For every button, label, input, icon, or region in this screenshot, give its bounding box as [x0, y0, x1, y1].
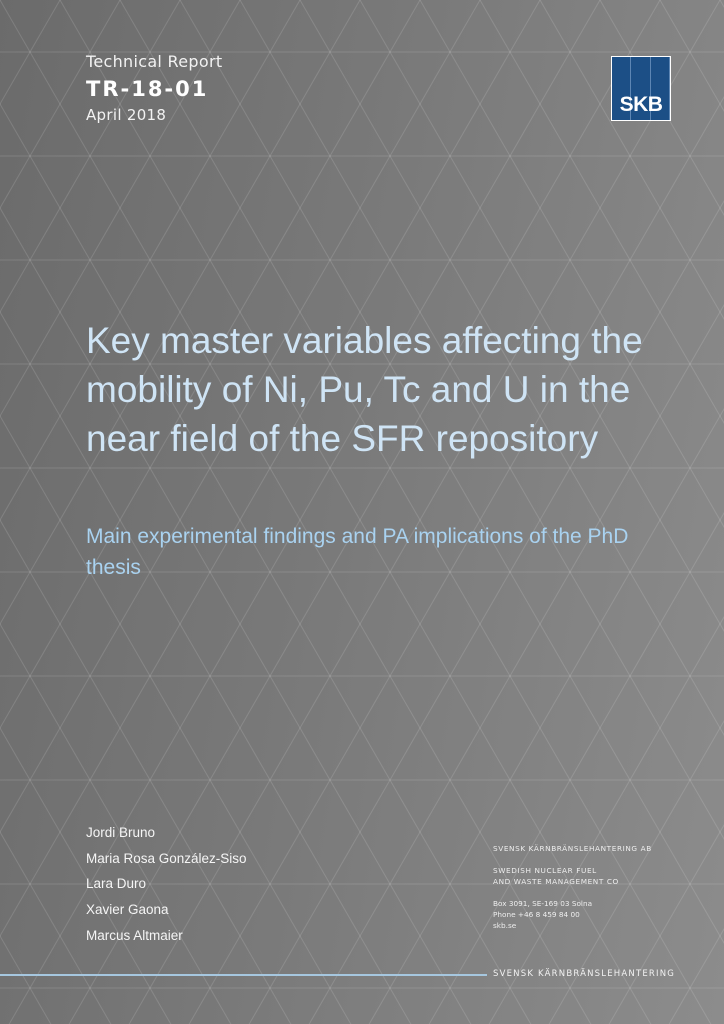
org-name-swedish: SVENSK KÄRNBRÄNSLEHANTERING AB	[493, 844, 652, 853]
report-type: Technical Report	[86, 52, 223, 71]
footer-org-name: SVENSK KÄRNBRÄNSLEHANTERING	[493, 969, 676, 979]
skb-logo	[611, 56, 671, 121]
org-phone: Phone +46 8 459 84 00	[493, 910, 580, 919]
organization-info	[493, 843, 652, 931]
author: Xavier Gaona	[86, 902, 169, 918]
author: Marcus Altmaier	[86, 927, 183, 943]
logo-text: SKB	[619, 93, 663, 116]
org-address: Box 3091, SE-169 03 Solna	[493, 899, 593, 908]
report-number: TR-18-01	[86, 77, 209, 101]
document-title: Key master variables affecting the mobility of Ni, Pu, Tc and U in the near field of the SFR repository	[86, 320, 643, 459]
report-date: April 2018	[86, 106, 167, 124]
author: Maria Rosa González-Siso	[86, 850, 247, 866]
author: Jordi Bruno	[86, 825, 156, 840]
org-website: skb.se	[493, 921, 517, 930]
document-subtitle: Main experimental findings and PA implications of the PhD thesis	[86, 525, 629, 579]
footer-divider	[0, 974, 487, 976]
org-name-english-2: AND WASTE MANAGEMENT CO	[493, 877, 619, 886]
org-name-english-1: SWEDISH NUCLEAR FUEL	[493, 866, 597, 875]
author-list	[86, 820, 247, 949]
author: Lara Duro	[86, 876, 147, 892]
